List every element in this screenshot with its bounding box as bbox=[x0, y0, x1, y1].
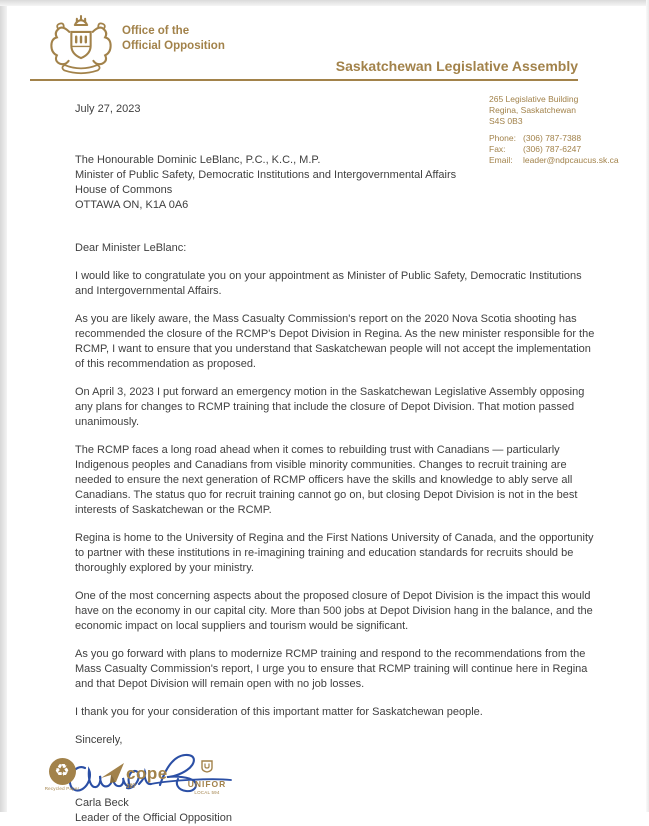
address-line: 265 Legislative Building bbox=[489, 94, 579, 104]
office-name-line2: Official Opposition bbox=[122, 39, 225, 52]
paragraph: As you are likely aware, the Mass Casualty Commission's report on the 2020 Nova Scotia shooting has recommended the closure of the RCMP's Depot Division in Regina. As the new minister responsible for the RCMP, I want to ensure that you understand that Saskatchewan people will not accept the implementation of this recommendation as proposed. bbox=[75, 313, 595, 370]
office-name-line1: Office of the bbox=[122, 25, 190, 37]
fax-label: Fax: bbox=[489, 143, 506, 154]
closing: Sincerely, bbox=[75, 734, 123, 746]
salutation: Dear Minister LeBlanc: bbox=[75, 242, 187, 254]
footer-logos bbox=[44, 758, 226, 795]
phone-label: Phone: bbox=[489, 132, 516, 143]
page-edge-top bbox=[0, 0, 649, 6]
contact-block bbox=[489, 94, 619, 166]
email-row bbox=[489, 155, 619, 166]
office-name bbox=[122, 24, 225, 54]
recipient-line: OTTAWA ON, K1A 0A6 bbox=[75, 199, 189, 211]
paragraph: On April 3, 2023 I put forward an emergency motion in the Saskatchewan Legislative Assembly opposing any plans for changes to RCMP training that include the closure of Depot Division. That motion passed unanimously. bbox=[75, 386, 585, 428]
recipient-line: House of Commons bbox=[75, 184, 173, 196]
assembly-title: Saskatchewan Legislative Assembly bbox=[335, 58, 578, 74]
signer-title: Leader of the Official Opposition bbox=[75, 812, 232, 824]
phone-value: (306) 787-7388 bbox=[523, 132, 582, 143]
email-value: leader@ndpcaucus.sk.ca bbox=[523, 155, 619, 166]
recipient-line: Minister of Public Safety, Democratic Institutions and Intergovernmental Affairs bbox=[75, 169, 457, 181]
cope-logo bbox=[100, 758, 168, 790]
letter-body bbox=[75, 102, 599, 826]
recycle-icon: ♻ bbox=[49, 758, 76, 785]
unifor-logo bbox=[188, 758, 227, 795]
unifor-shield-icon bbox=[201, 760, 213, 773]
fax-row bbox=[489, 144, 619, 155]
address-line: Regina, Saskatchewan bbox=[489, 105, 576, 116]
unifor-local-label: LOCAL 594 bbox=[194, 790, 220, 795]
unifor-name: UNIFOR bbox=[187, 779, 227, 789]
paper-plane-icon bbox=[100, 762, 126, 784]
page-edge-left bbox=[0, 0, 7, 812]
cope-local-number: 397 bbox=[126, 784, 137, 790]
paragraph: As you go forward with plans to modernize RCMP training and respond to the recommendations from the Mass Casualty Commission's report, I urge you to ensure that RCMP training will continue here in Regina and that Depot Division will remain open with no job losses. bbox=[75, 648, 588, 690]
address-line: S4S 0B3 bbox=[489, 116, 523, 127]
recycled-paper-logo bbox=[44, 758, 80, 791]
phone-row bbox=[489, 133, 619, 144]
letterhead bbox=[0, 13, 649, 79]
recipient-line: The Honourable Dominic LeBlanc, P.C., K.C., M.P. bbox=[75, 154, 321, 166]
fax-value: (306) 787-6247 bbox=[523, 143, 582, 154]
letter-date: July 27, 2023 bbox=[75, 103, 141, 115]
paragraph: One of the most concerning aspects about the proposed closure of Depot Division is the impact this would have on the economy in our capital city. More than 500 jobs at Depot Division hang in the balance, and the economic impact on local suppliers and tourism would be significant. bbox=[75, 590, 593, 632]
email-label: Email: bbox=[489, 155, 513, 166]
paragraph: I thank you for your consideration of this important matter for Saskatchewan people. bbox=[75, 706, 483, 718]
recycled-paper-label: Recycled Paper bbox=[44, 786, 80, 791]
paragraph: Regina is home to the University of Regina and the First Nations University of Canada, and the opportunity to partner with these institutions in re-imagining training and education standards for recruits should be thoroughly explored by your ministry. bbox=[75, 532, 594, 574]
signer-name: Carla Beck bbox=[75, 797, 129, 809]
paragraph: I would like to congratulate you on your appointment as Minister of Public Safety, Democratic Institutions and Intergovernmental Affairs. bbox=[75, 270, 582, 297]
coat-of-arms-icon bbox=[46, 14, 116, 81]
cope-name: cope bbox=[126, 763, 168, 783]
paragraph: The RCMP faces a long road ahead when it comes to rebuilding trust with Canadians — particularly Indigenous peoples and Canadians from visible minority communities. Changes to recruit training are needed to ensure the next generation of RCMP officers have the skills and knowledge to ably serve all Canadians. The status quo for recruit training cannot go on, but closing Depot Division is not in the best interests of Saskatchewan or the RCMP. bbox=[75, 444, 578, 516]
